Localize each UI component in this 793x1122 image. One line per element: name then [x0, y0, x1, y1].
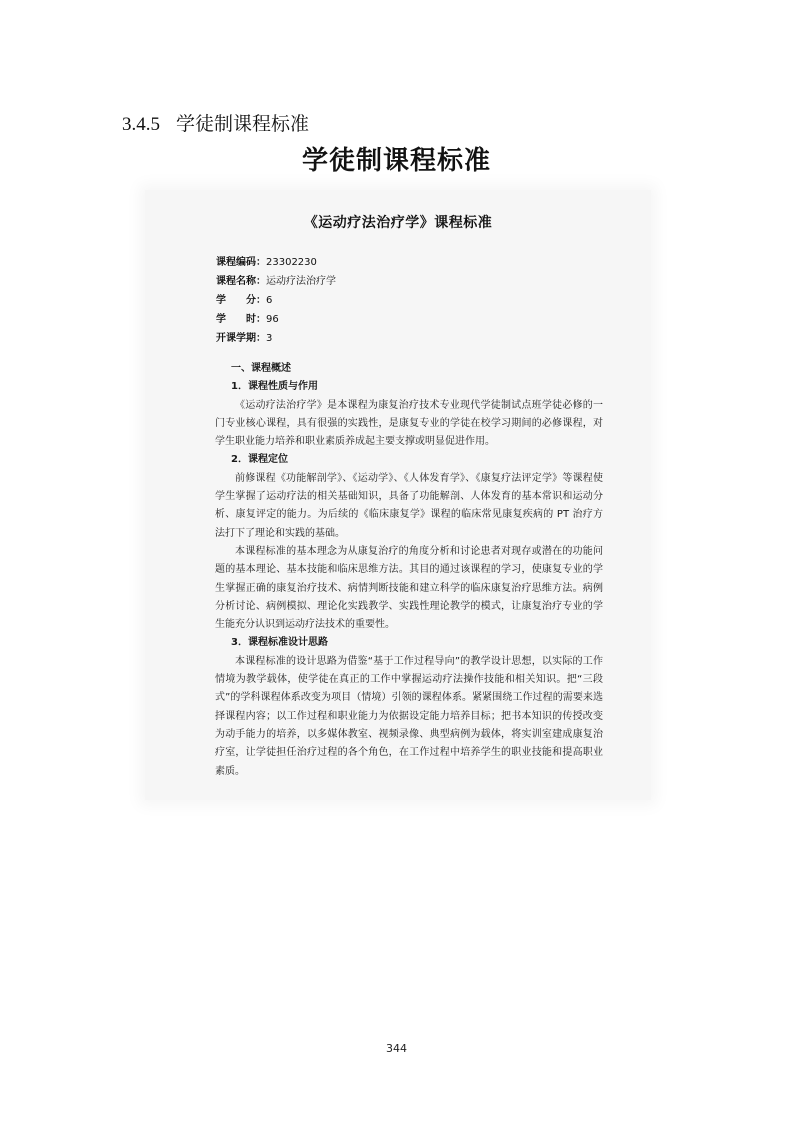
meta-value: 96	[266, 314, 279, 325]
section-title: 学徒制课程标准	[176, 114, 310, 135]
course-meta	[216, 253, 336, 348]
section-heading	[122, 109, 309, 136]
meta-row-hours	[216, 310, 336, 329]
paragraph-nature: 《运动疗法治疗学》是本课程为康复治疗技术专业现代学徒制试点班学徒必修的一门专业核心课程，具有很强的实践性，是康复专业的学徒在校学习期间的必修课程，对学生职业能力培养和职业素质养成起主要支撑或明显促进作用。	[215, 399, 603, 448]
meta-row-semester	[216, 329, 336, 348]
section-number: 3.4.5	[122, 114, 160, 135]
heading-overview: 一、课程概述	[231, 363, 291, 374]
document-title: 学徒制课程标准	[301, 146, 491, 176]
meta-key: 学 时：	[216, 314, 266, 325]
meta-row-code	[216, 253, 336, 272]
heading-positioning: 2．课程定位	[231, 454, 288, 466]
meta-value: 23302230	[266, 257, 317, 268]
meta-key: 学 分：	[216, 295, 266, 306]
heading-nature: 1．课程性质与作用	[231, 381, 318, 393]
meta-row-credits	[216, 291, 336, 310]
course-standard-title: 《运动疗法治疗学》课程标准	[303, 215, 493, 231]
meta-row-name	[216, 272, 336, 291]
meta-key: 开课学期：	[216, 333, 266, 344]
meta-key: 课程名称：	[216, 276, 266, 287]
course-body	[215, 360, 603, 781]
paragraph-design: 本课程标准的设计思路为借鉴“基于工作过程导向”的教学设计思想，以实际的工作情境为教学载体，使学徒在真正的工作中掌握运动疗法操作技能和相关知识。把“三段式”的学科课程体系改变为项目（情境）引领的课程体系。紧紧围绕工作过程的需要来选择课程内容；以工作过程和职业能力为依据设定能力培养目标；把书本知识的传授改变为动手能力的培养，以多媒体教室、视频录像、典型病例为载体，将实训室建成康复治疗室，让学徒担任治疗过程的各个角色，在工作过程中培养学生的职业技能和提高职业素质。	[215, 655, 603, 777]
page-number: 344	[386, 1042, 407, 1055]
scanned-page-image	[145, 190, 651, 800]
heading-design: 3．课程标准设计思路	[231, 637, 328, 649]
paragraph-positioning: 前修课程《功能解剖学》、《运动学》、《人体发育学》、《康复疗法评定学》等课程使学生掌握了运动疗法的相关基础知识，具备了功能解剖、人体发育的基本常识和运动分析、康复评定的能力。为后续的《临床康复学》课程的临床常见康复疾病的 PT 治疗方法打下了理论和实践的基础。	[215, 472, 603, 539]
meta-value: 运动疗法治疗学	[266, 276, 336, 287]
meta-value: 3	[266, 333, 273, 344]
meta-value: 6	[266, 295, 273, 306]
paragraph-philosophy: 本课程标准的基本理念为从康复治疗的角度分析和讨论患者对现存或潜在的功能问题的基本理论、基本技能和临床思维方法。其目的通过该课程的学习，使康复专业的学生掌握正确的康复治疗技术、病情判断技能和建立科学的临床康复治疗思维方法。病例分析讨论、病例模拟、理论化实践教学、实践性理论教学的模式，让康复治疗专业的学生能充分认识到运动疗法技术的重要性。	[215, 545, 603, 631]
meta-key: 课程编码：	[216, 257, 266, 268]
